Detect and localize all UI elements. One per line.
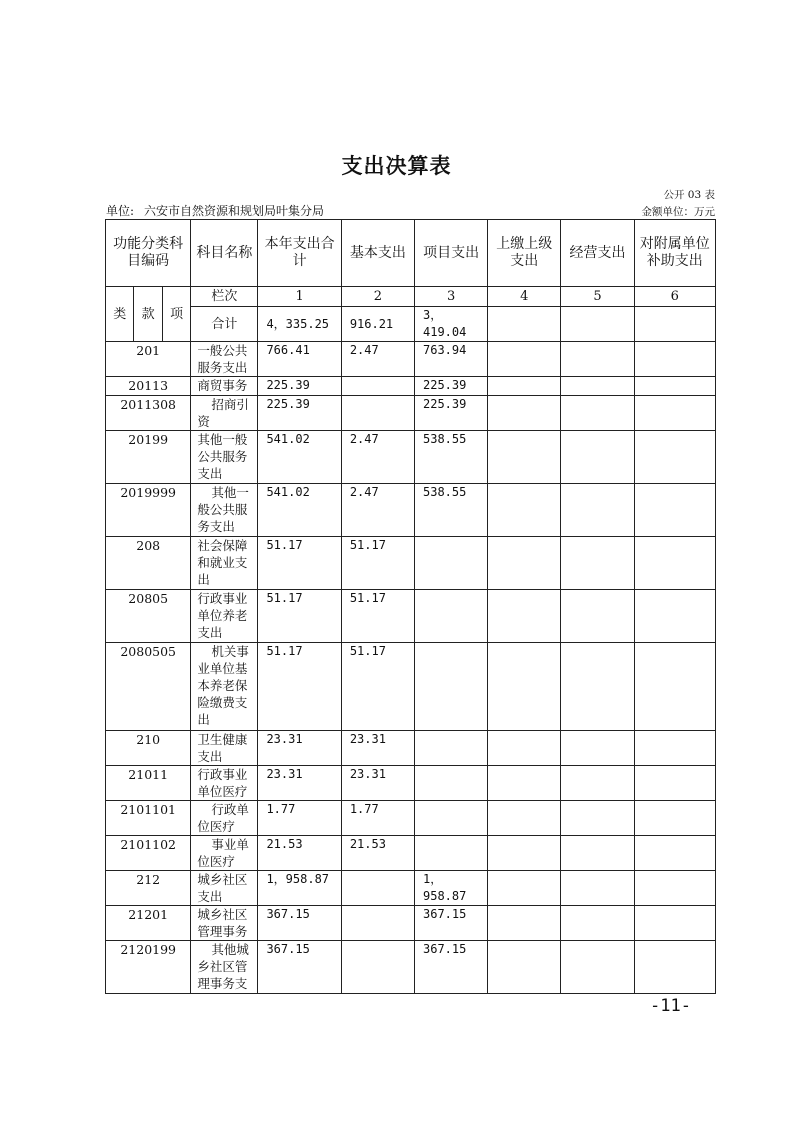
col-index-6: 6 (634, 287, 715, 307)
total-upper (488, 307, 561, 342)
row-subsidy (634, 871, 715, 906)
row-operating (561, 836, 634, 871)
row-basic: 51.17 (341, 643, 414, 731)
row-basic (341, 377, 414, 396)
row-name: 行政事业单位医疗 (191, 766, 258, 801)
row-name: 行政事业单位养老支出 (191, 590, 258, 643)
unit-name: 六安市自然资源和规划局叶集分局 (144, 204, 325, 218)
header-operating: 经营支出 (561, 220, 634, 287)
table-row (106, 766, 716, 801)
row-basic (341, 941, 414, 994)
row-subsidy (634, 643, 715, 731)
row-upper (488, 643, 561, 731)
row-code: 201 (106, 342, 191, 377)
row-upper (488, 431, 561, 484)
row-name: 其他一般公共服务支出 (191, 484, 258, 537)
row-operating (561, 871, 634, 906)
row-project (415, 590, 488, 643)
header-code: 功能分类科目编码 (106, 220, 191, 287)
total-operating (561, 307, 634, 342)
unit-label: 单位: (106, 204, 135, 218)
row-total: 541.02 (258, 484, 341, 537)
row-code: 2120199 (106, 941, 191, 994)
row-name: 招商引资 (191, 396, 258, 431)
row-total: 225.39 (258, 396, 341, 431)
row-project: 1，958.87 (415, 871, 488, 906)
row-project: 538.55 (415, 484, 488, 537)
total-amount: 4，335.25 (258, 307, 341, 342)
header-basic: 基本支出 (341, 220, 414, 287)
row-subsidy (634, 766, 715, 801)
row-operating (561, 941, 634, 994)
row-code: 210 (106, 731, 191, 766)
row-operating (561, 342, 634, 377)
row-total: 766.41 (258, 342, 341, 377)
col-index-4: 4 (488, 287, 561, 307)
table-row (106, 731, 716, 766)
row-code: 20805 (106, 590, 191, 643)
row-total: 367.15 (258, 906, 341, 941)
row-total: 23.31 (258, 766, 341, 801)
total-label: 合计 (191, 307, 258, 342)
row-operating (561, 484, 634, 537)
header-row (106, 220, 716, 287)
row-total: 225.39 (258, 377, 341, 396)
table-row (106, 377, 716, 396)
row-subsidy (634, 941, 715, 994)
row-project (415, 801, 488, 836)
row-operating (561, 377, 634, 396)
row-name: 城乡社区支出 (191, 871, 258, 906)
page-number: -11- (650, 996, 691, 1016)
row-total: 23.31 (258, 731, 341, 766)
row-project (415, 836, 488, 871)
row-total: 541.02 (258, 431, 341, 484)
row-upper (488, 377, 561, 396)
row-code: 2019999 (106, 484, 191, 537)
col-index-1: 1 (258, 287, 341, 307)
table-row (106, 342, 716, 377)
row-project: 225.39 (415, 396, 488, 431)
form-code: 公开 03 表 (663, 189, 715, 201)
total-project: 3，419.04 (415, 307, 488, 342)
row-code: 212 (106, 871, 191, 906)
row-upper (488, 836, 561, 871)
table-row (106, 484, 716, 537)
table-row (106, 396, 716, 431)
page-title: 支出决算表 (341, 154, 452, 178)
row-basic (341, 906, 414, 941)
row-basic (341, 396, 414, 431)
col-index-5: 5 (561, 287, 634, 307)
row-upper (488, 801, 561, 836)
row-code: 20113 (106, 377, 191, 396)
table-row (106, 537, 716, 590)
row-operating (561, 537, 634, 590)
row-subsidy (634, 731, 715, 766)
row-code: 208 (106, 537, 191, 590)
row-upper (488, 396, 561, 431)
row-project (415, 766, 488, 801)
row-total: 51.17 (258, 643, 341, 731)
row-name: 其他城乡社区管理事务支 (191, 941, 258, 994)
row-basic: 21.53 (341, 836, 414, 871)
header-total: 本年支出合计 (258, 220, 341, 287)
expenditure-table (105, 219, 716, 994)
table-row (106, 431, 716, 484)
row-project: 367.15 (415, 941, 488, 994)
header-project: 项目支出 (415, 220, 488, 287)
row-subsidy (634, 801, 715, 836)
table-row (106, 906, 716, 941)
row-project (415, 731, 488, 766)
row-operating (561, 431, 634, 484)
row-name: 机关事业单位基本养老保险缴费支出 (191, 643, 258, 731)
row-basic: 2.47 (341, 484, 414, 537)
row-name: 商贸事务 (191, 377, 258, 396)
row-total: 51.17 (258, 537, 341, 590)
unit-line (106, 202, 324, 219)
row-code: 2101101 (106, 801, 191, 836)
row-basic: 23.31 (341, 766, 414, 801)
row-name: 城乡社区管理事务 (191, 906, 258, 941)
sub-header-lei: 类 (106, 287, 134, 342)
row-subsidy (634, 342, 715, 377)
row-subsidy (634, 537, 715, 590)
row-subsidy (634, 377, 715, 396)
row-name: 社会保障和就业支出 (191, 537, 258, 590)
row-project (415, 643, 488, 731)
row-subsidy (634, 836, 715, 871)
sub-header-lanci: 栏次 (191, 287, 258, 307)
row-total: 367.15 (258, 941, 341, 994)
row-name: 卫生健康支出 (191, 731, 258, 766)
sub-header-xiang: 项 (162, 287, 190, 342)
row-basic (341, 871, 414, 906)
row-subsidy (634, 431, 715, 484)
row-upper (488, 484, 561, 537)
row-name: 行政单位医疗 (191, 801, 258, 836)
row-basic: 23.31 (341, 731, 414, 766)
total-subsidy (634, 307, 715, 342)
row-total: 21.53 (258, 836, 341, 871)
row-operating (561, 396, 634, 431)
row-upper (488, 766, 561, 801)
row-name: 事业单位医疗 (191, 836, 258, 871)
row-project: 225.39 (415, 377, 488, 396)
row-code: 21011 (106, 766, 191, 801)
col-index-2: 2 (341, 287, 414, 307)
row-subsidy (634, 590, 715, 643)
table-row (106, 836, 716, 871)
row-code: 20199 (106, 431, 191, 484)
row-basic: 1.77 (341, 801, 414, 836)
row-subsidy (634, 906, 715, 941)
table-row (106, 590, 716, 643)
row-name: 一般公共服务支出 (191, 342, 258, 377)
row-project: 538.55 (415, 431, 488, 484)
row-upper (488, 342, 561, 377)
row-upper (488, 731, 561, 766)
row-upper (488, 906, 561, 941)
row-basic: 2.47 (341, 342, 414, 377)
row-name: 其他一般公共服务支出 (191, 431, 258, 484)
header-upper: 上缴上级支出 (488, 220, 561, 287)
row-upper (488, 590, 561, 643)
row-basic: 51.17 (341, 590, 414, 643)
row-basic: 51.17 (341, 537, 414, 590)
row-operating (561, 590, 634, 643)
header-subsidy: 对附属单位补助支出 (634, 220, 715, 287)
row-code: 21201 (106, 906, 191, 941)
row-operating (561, 643, 634, 731)
row-operating (561, 906, 634, 941)
table-body (106, 220, 716, 994)
row-upper (488, 941, 561, 994)
amount-unit: 金额单位：万元 (641, 206, 715, 218)
sub-header-kuan: 款 (134, 287, 162, 342)
header-name: 科目名称 (191, 220, 258, 287)
row-upper (488, 871, 561, 906)
row-project: 763.94 (415, 342, 488, 377)
table-row (106, 643, 716, 731)
row-operating (561, 731, 634, 766)
row-project: 367.15 (415, 906, 488, 941)
table-row (106, 941, 716, 994)
row-subsidy (634, 396, 715, 431)
row-code: 2011308 (106, 396, 191, 431)
row-project (415, 537, 488, 590)
total-row (106, 307, 716, 342)
total-basic: 916.21 (341, 307, 414, 342)
row-code: 2101102 (106, 836, 191, 871)
row-operating (561, 801, 634, 836)
row-operating (561, 766, 634, 801)
table-row (106, 801, 716, 836)
row-total: 51.17 (258, 590, 341, 643)
table-row (106, 871, 716, 906)
col-index-3: 3 (415, 287, 488, 307)
row-upper (488, 537, 561, 590)
row-total: 1.77 (258, 801, 341, 836)
row-basic: 2.47 (341, 431, 414, 484)
row-total: 1，958.87 (258, 871, 341, 906)
row-subsidy (634, 484, 715, 537)
column-index-row (106, 287, 716, 307)
row-code: 2080505 (106, 643, 191, 731)
